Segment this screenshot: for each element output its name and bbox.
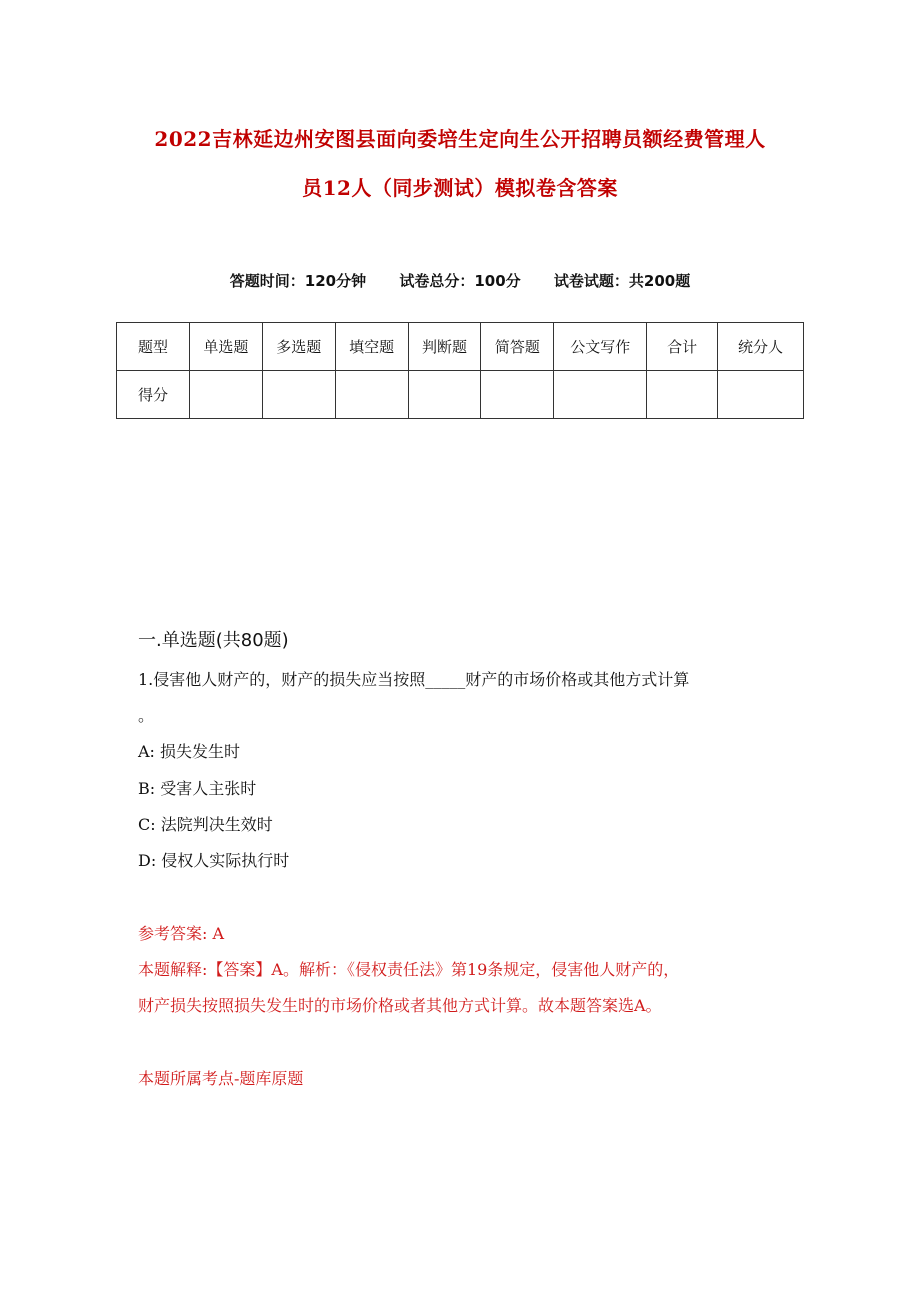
header-cell-fill-blank: 填空题 (335, 323, 408, 371)
explanation-line-2: 财产损失按照损失发生时的市场价格或者其他方式计算。故本题答案选A。 (138, 996, 662, 1015)
score-table (116, 322, 804, 419)
document-title-line-1: 2022吉林延边州安图县面向委培生定向生公开招聘员额经费管理人 (154, 127, 766, 151)
exam-meta (100, 270, 820, 291)
option-b: B: 受害人主张时 (138, 779, 257, 798)
header-cell-scorer: 统分人 (718, 323, 804, 371)
header-cell-total: 合计 (647, 323, 718, 371)
score-cell (189, 371, 262, 419)
exam-total-questions: 试卷试题：共200题 (553, 272, 691, 290)
header-cell-true-false: 判断题 (408, 323, 481, 371)
option-d: D: 侵权人实际执行时 (138, 851, 290, 870)
score-cell (718, 371, 804, 419)
option-a: A: 损失发生时 (138, 742, 241, 761)
score-row-label: 得分 (117, 371, 190, 419)
explanation-line-1: 本题解释:【答案】A。解析：《侵权责任法》第19条规定，侵害他人财产的， (138, 960, 680, 979)
option-c: C: 法院判决生效时 (138, 815, 273, 834)
header-cell-type: 题型 (117, 323, 190, 371)
document-title-line-2: 员12人（同步测试）模拟卷含答案 (302, 176, 618, 200)
reference-answer: 参考答案: A (138, 924, 225, 943)
question-stem-line-2: 。 (138, 706, 155, 725)
question-source: 本题所属考点-题库原题 (138, 1069, 304, 1088)
header-cell-short-answer: 简答题 (481, 323, 554, 371)
score-cell (262, 371, 335, 419)
section-title: 一.单选题(共80题) (138, 630, 289, 651)
score-cell (408, 371, 481, 419)
header-cell-multi-choice: 多选题 (262, 323, 335, 371)
exam-total-score: 试卷总分：100分 (399, 272, 521, 290)
score-table-score-row (117, 371, 804, 419)
exam-time: 答题时间：120分钟 (229, 272, 367, 290)
header-cell-official-writing: 公文写作 (554, 323, 647, 371)
score-table-header-row (117, 323, 804, 371)
score-cell (335, 371, 408, 419)
question-stem-line-1: 1.侵害他人财产的，财产的损失应当按照_____财产的市场价格或其他方式计算 (138, 670, 690, 689)
score-cell (647, 371, 718, 419)
header-cell-single-choice: 单选题 (189, 323, 262, 371)
score-cell (554, 371, 647, 419)
score-cell (481, 371, 554, 419)
